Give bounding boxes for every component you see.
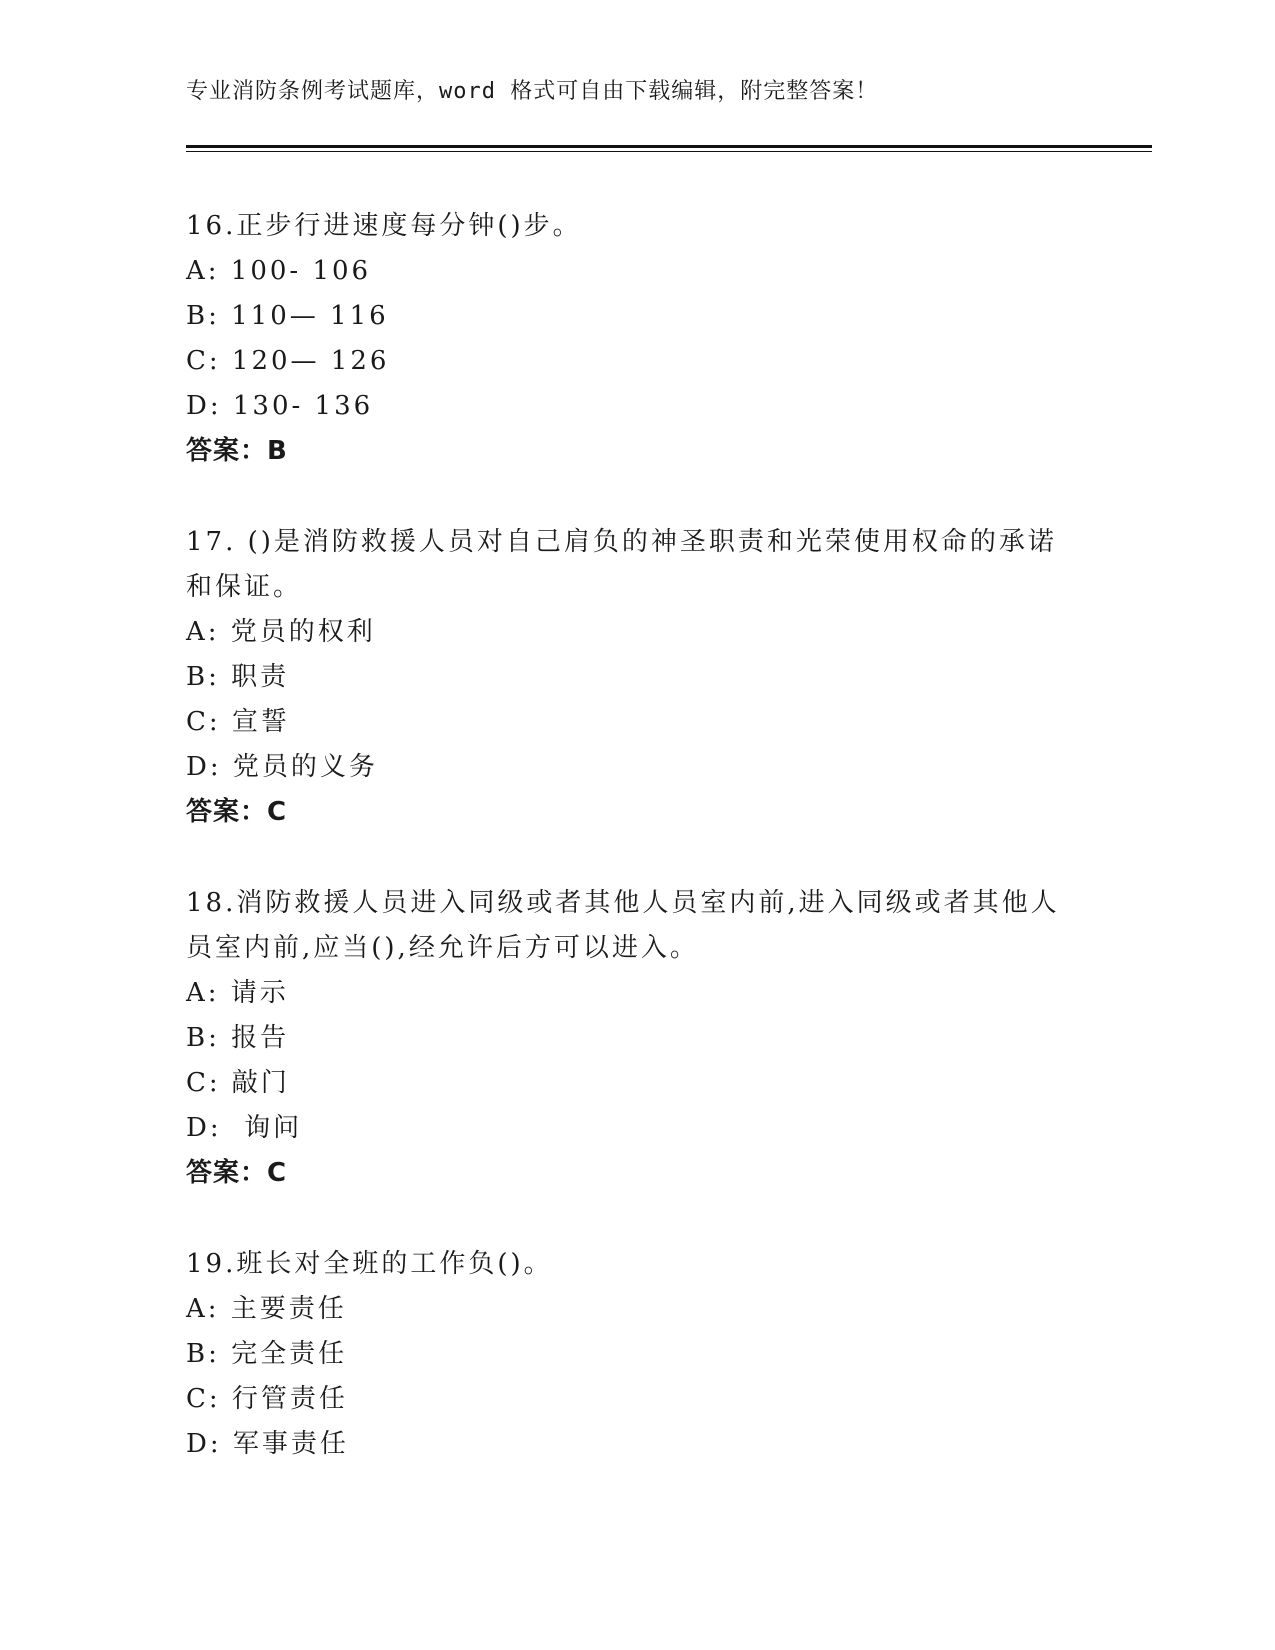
option-a: A: 主要责任 bbox=[186, 1294, 347, 1324]
question-17 bbox=[186, 520, 1066, 835]
question-stem: 19.班长对全班的工作负()。 bbox=[186, 1249, 553, 1279]
answer: 答案：C bbox=[186, 1158, 288, 1188]
option-d: D: 党员的义务 bbox=[186, 752, 378, 782]
question-stem: 18.消防救援人员进入同级或者其他人员室内前,进入同级或者其他人员室内前,应当(),经允许后方可以进入。 bbox=[186, 888, 1060, 963]
option-b: B: 完全责任 bbox=[186, 1339, 348, 1369]
option-d: D: 军事责任 bbox=[186, 1429, 349, 1459]
option-a: A: 请示 bbox=[186, 978, 289, 1008]
option-b: B: 报告 bbox=[186, 1023, 290, 1053]
question-16 bbox=[186, 204, 1066, 474]
answer: 答案：B bbox=[186, 436, 288, 466]
question-list bbox=[186, 204, 1066, 1513]
option-c: C: 敲门 bbox=[186, 1068, 290, 1098]
option-a: A: 100- 106 bbox=[186, 256, 372, 286]
header-rule-thin bbox=[186, 151, 1152, 152]
option-c: C: 行管责任 bbox=[186, 1384, 348, 1414]
option-d: D: 130- 136 bbox=[186, 391, 374, 421]
question-stem: 16.正步行进速度每分钟()步。 bbox=[186, 211, 582, 241]
question-19 bbox=[186, 1242, 1066, 1467]
question-stem: 17. ()是消防救援人员对自己肩负的神圣职责和光荣使用权命的承诺和保证。 bbox=[186, 527, 1057, 602]
option-c: C: 120— 126 bbox=[186, 346, 390, 376]
option-b: B: 职责 bbox=[186, 662, 290, 692]
option-a: A: 党员的权利 bbox=[186, 617, 376, 647]
option-b: B: 110— 116 bbox=[186, 301, 389, 331]
page-header: 专业消防条例考试题库，word 格式可自由下载编辑，附完整答案！ bbox=[186, 79, 879, 104]
option-d: D: 询问 bbox=[186, 1113, 303, 1143]
question-18 bbox=[186, 881, 1066, 1196]
header-rule-thick bbox=[186, 145, 1152, 148]
answer: 答案：C bbox=[186, 797, 288, 827]
option-c: C: 宣誓 bbox=[186, 707, 290, 737]
